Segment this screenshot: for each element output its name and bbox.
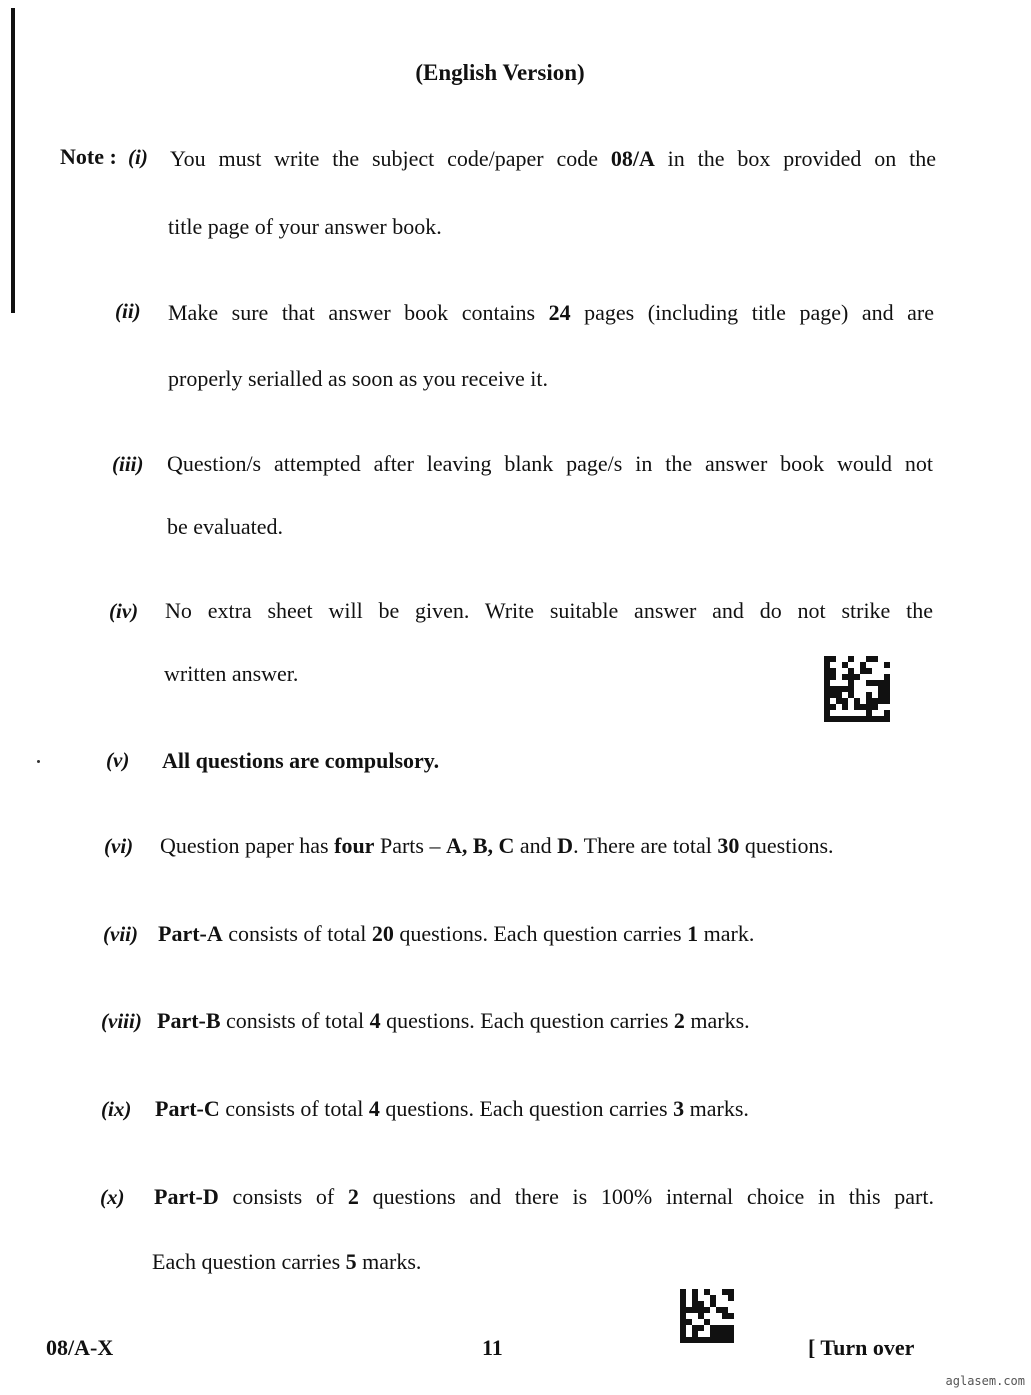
- note-number: (i): [128, 145, 148, 169]
- note-number: (vii): [103, 922, 138, 946]
- note-text: All questions are compulsory.: [162, 748, 440, 773]
- note-number: (iii): [112, 452, 144, 476]
- note-text: Part-C consists of total 4 questions. Each question carries 3 marks.: [155, 1096, 749, 1121]
- note-text: title page of your answer book.: [168, 214, 442, 239]
- paper-code: 08/A-X: [46, 1335, 114, 1360]
- note-text: Part-B consists of total 4 questions. Each question carries 2 marks.: [157, 1008, 750, 1033]
- note-text: Part-D consists of 2 questions and there is 100% internal choice in this part.: [154, 1184, 934, 1209]
- note-label: Note :: [60, 144, 117, 169]
- qr-code: [824, 656, 890, 722]
- note-text: You must write the subject code/paper code 08/A in the box provided on the: [170, 146, 936, 171]
- note-text: Each question carries 5 marks.: [152, 1249, 422, 1274]
- note-text: Question paper has four Parts – A, B, C and D. There are total 30 questions.: [160, 833, 834, 858]
- note-text: Question/s attempted after leaving blank page/s in the answer book would not: [167, 451, 933, 476]
- watermark: aglasem.com: [945, 1374, 1025, 1388]
- note-text: Part-A consists of total 20 questions. Each question carries 1 mark.: [158, 921, 755, 946]
- note-number: (ix): [101, 1097, 132, 1121]
- turn-over-label: [ Turn over: [808, 1335, 915, 1360]
- page-heading: (English Version): [415, 60, 585, 85]
- note-number: (vi): [104, 834, 134, 858]
- note-number: (viii): [101, 1009, 142, 1033]
- scan-speck: [37, 760, 40, 763]
- note-text: Make sure that answer book contains 24 pages (including title page) and are: [168, 300, 934, 325]
- page-number: 11: [482, 1335, 503, 1360]
- scan-edge-mark: [11, 8, 15, 313]
- note-number: (ii): [115, 299, 141, 323]
- note-text: No extra sheet will be given. Write suitable answer and do not strike the: [165, 598, 933, 623]
- note-text: be evaluated.: [167, 514, 284, 539]
- note-text: properly serialled as soon as you receive it.: [168, 366, 548, 391]
- note-text: written answer.: [164, 661, 299, 686]
- note-number: (iv): [109, 599, 139, 623]
- note-number: (v): [106, 748, 130, 772]
- qr-code: [680, 1289, 734, 1343]
- note-number: (x): [100, 1185, 125, 1209]
